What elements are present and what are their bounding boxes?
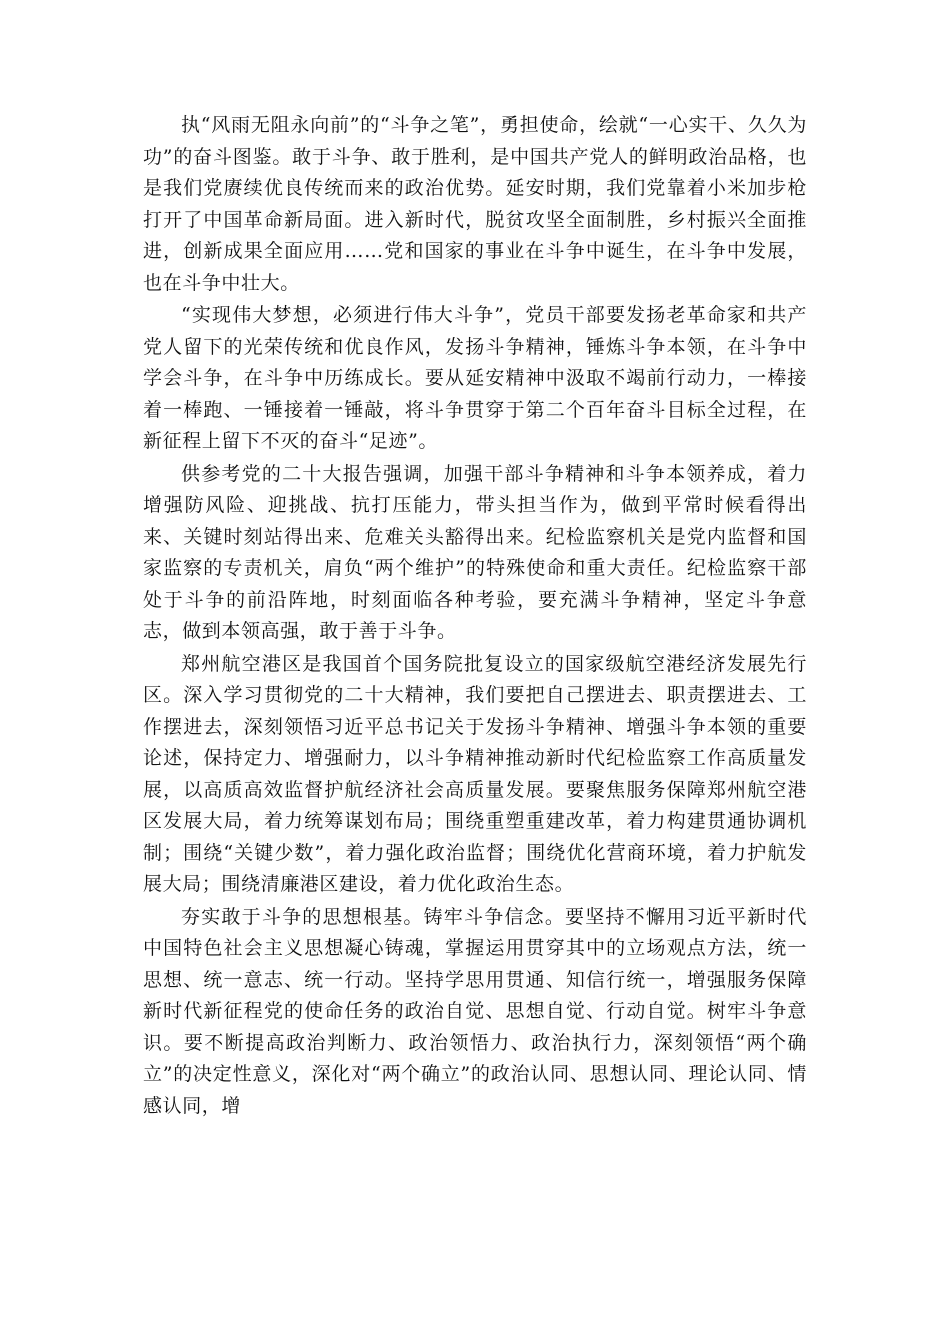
- paragraph-2: “实现伟大梦想，必须进行伟大斗争”，党员干部要发扬老革命家和共产党人留下的光荣传统和优良作风，发扬斗争精神，锤炼斗争本领，在斗争中学会斗争，在斗争中历练成长。要从延安精神中汲取不竭前行动力，一棒接着一棒跑、一锤接着一锤敲，将斗争贯穿于第二个百年奋斗目标全过程，在新征程上留下不灭的奋斗“足迹”。: [143, 304, 807, 452]
- paragraph-5: 夯实敢于斗争的思想根基。铸牢斗争信念。要坚持不懈用习近平新时代中国特色社会主义思想凝心铸魂，掌握运用贯穿其中的立场观点方法，统一思想、统一意志、统一行动。坚持学思用贯通、知信行统一，增强服务保障新时代新征程党的使命任务的政治自觉、思想自觉、行动自觉。树牢斗争意识。要不断提高政治判断力、政治领悟力、政治执行力，深刻领悟“两个确立”的决定性意义，深化对“两个确立”的政治认同、思想认同、理论认同、情感认同，增: [143, 905, 807, 1117]
- paragraph-4: 郑州航空港区是我国首个国务院批复设立的国家级航空港经济发展先行区。深入学习贯彻党的二十大精神，我们要把自己摆进去、职责摆进去、工作摆进去，深刻领悟习近平总书记关于发扬斗争精神、增强斗争本领的重要论述，保持定力、增强耐力，以斗争精神推动新时代纪检监察工作高质量发展，以高质高效监督护航经济社会高质量发展。要聚焦服务保障郑州航空港区发展大局，着力统筹谋划布局；围绕重塑重建改革，着力构建贯通协调机制；围绕“关键少数”，着力强化政治监督；围绕优化营商环境，着力护航发展大局；围绕清廉港区建设，着力优化政治生态。: [143, 652, 807, 895]
- document-body: [143, 110, 807, 1122]
- paragraph-1: 执“风雨无阻永向前”的“斗争之笔”，勇担使命，绘就“一心实干、久久为功”的奋斗图鉴。敢于斗争、敢于胜利，是中国共产党人的鲜明政治品格，也是我们党赓续优良传统而来的政治优势。延安时期，我们党靠着小米加步枪打开了中国革命新局面。进入新时代，脱贫攻坚全面制胜，乡村振兴全面推进，创新成果全面应用……党和国家的事业在斗争中诞生，在斗争中发展，也在斗争中壮大。: [143, 114, 807, 294]
- paragraph-3: 供参考党的二十大报告强调，加强干部斗争精神和斗争本领养成，着力增强防风险、迎挑战、抗打压能力，带头担当作为，做到平常时候看得出来、关键时刻站得出来、危难关头豁得出来。纪检监察机关是党内监督和国家监察的专责机关，肩负“两个维护”的特殊使命和重大责任。纪检监察干部处于斗争的前沿阵地，时刻面临各种考验，要充满斗争精神，坚定斗争意志，做到本领高强，敢于善于斗争。: [143, 462, 807, 642]
